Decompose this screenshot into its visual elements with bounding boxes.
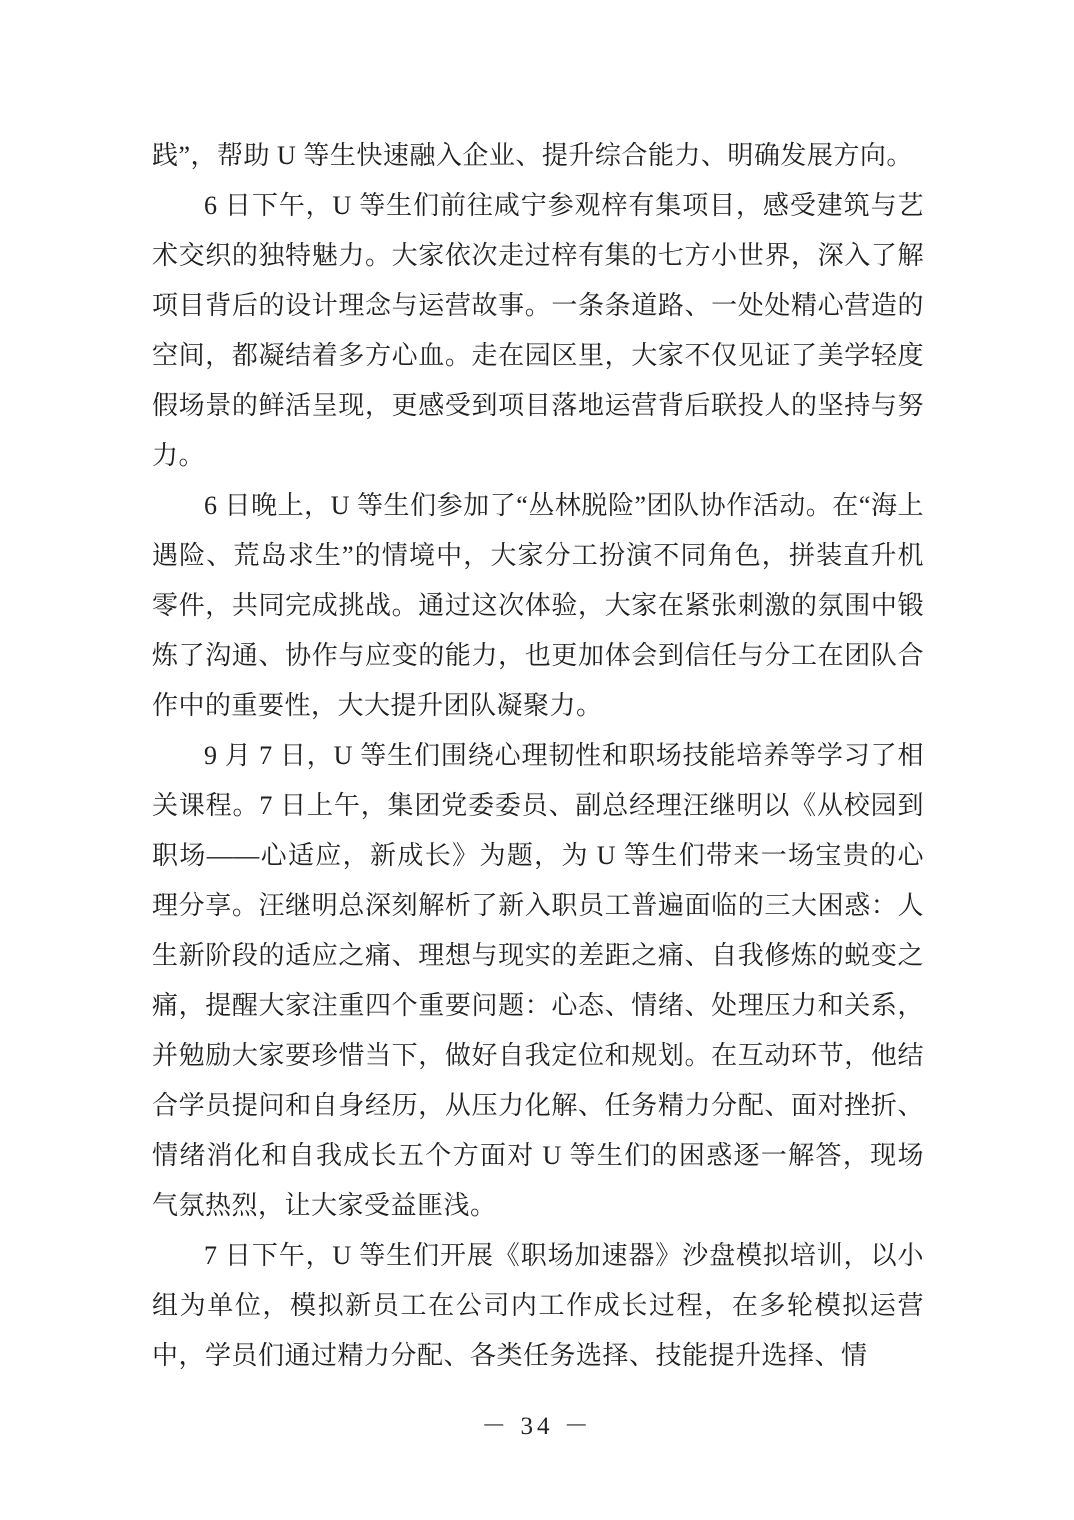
page-number: － 34 － [481, 1413, 593, 1440]
document-text-block [152, 131, 924, 1381]
paragraph-team-activity: 6 日晚上，U 等生们参加了“丛林脱险”团队协作活动。在“海上遇险、荒岛求生”的情境中，大家分工扮演不同角色，拼装直升机零件，共同完成挑战。通过这次体验，大家在紧张刺激的氛围中锻炼了沟通、协作与应变的能力，也更加体会到信任与分工在团队合作中的重要性，大大提升团队凝聚力。 [152, 491, 924, 720]
paragraph-sandbox-training: 7 日下午，U 等生们开展《职场加速器》沙盘模拟培训，以小组为单位，模拟新员工在公司内工作成长过程，在多轮模拟运营中，学员们通过精力分配、各类任务选择、技能提升选择、情 [152, 1241, 924, 1370]
paragraph-continuation: 践”，帮助 U 等生快速融入企业、提升综合能力、明确发展方向。 [152, 141, 913, 170]
paragraph-visit-ziyouji: 6 日下午，U 等生们前往咸宁参观梓有集项目，感受建筑与艺术交织的独特魅力。大家依次走过梓有集的七方小世界，深入了解项目背后的设计理念与运营故事。一条条道路、一处处精心营造的空间，都凝结着多方心血。走在园区里，大家不仅见证了美学轻度假场景的鲜活呈现，更感受到项目落地运营背后联投人的坚持与努力。 [152, 191, 924, 470]
paragraph-psychology-course: 9 月 7 日，U 等生们围绕心理韧性和职场技能培养等学习了相关课程。7 日上午，集团党委委员、副总经理汪继明以《从校园到职场——心适应，新成长》为题，为 U 等生们带来一场宝贵的心理分享。汪继明总深刻解析了新入职员工普遍面临的三大困惑：人生新阶段的适应之痛、理想与现实的差距之痛、自我修炼的蜕变之痛，提醒大家注重四个重要问题：心态、情绪、处理压力和关系，并勉励大家要珍惜当下，做好自我定位和规划。在互动环节，他结合学员提问和自身经历，从压力化解、任务精力分配、面对挫折、情绪消化和自我成长五个方面对 U 等生们的困惑逐一解答，现场气氛热烈，让大家受益匪浅。 [152, 741, 924, 1220]
